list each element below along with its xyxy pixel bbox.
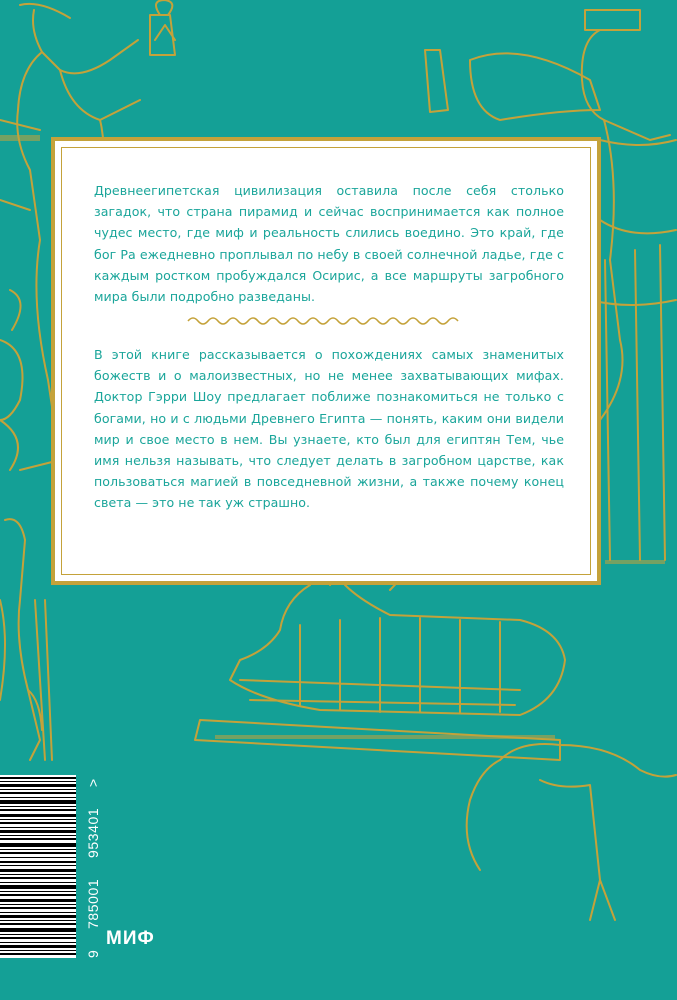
isbn-group-2: 953401 — [85, 807, 101, 858]
publisher-logo: МИФ — [106, 928, 155, 949]
isbn-number — [82, 778, 104, 958]
isbn-group-1: 785001 — [85, 878, 101, 929]
isbn-lead-digit: 9 — [85, 949, 101, 958]
description-paragraph-2: В этой книге рассказывается о похождениях самых знаменитых божеств и о малоизвестных, но не менее захватывающих мифах. Доктор Гэрри Шоу предлагает поближе познакомиться не только с богами, но и с людьми Древнего Египта — понять, каким они видели мир и свое место в нем. Вы узнаете, кто был для египтян Тем, чье имя нельзя называть, что следует делать в загробном царстве, как пользоваться магией в повседневной жизни, а также почему конец света — это не так уж страшно. — [94, 347, 564, 511]
wavy-divider-icon — [186, 314, 464, 328]
isbn-trail: > — [85, 778, 101, 787]
isbn-barcode — [0, 775, 76, 958]
description-paragraph-1: Древнеегипетская цивилизация оставила после себя столько загадок, что страна пирамид и сейчас воспринимается как полное чудес место, где миф и реальность слились воедино. Это край, где бог Ра ежедневно проплывал по небу в своей солнечной ладье, где с каждым ростком пробуждался Осирис, а все маршруты загробного мира были подробно разведаны. — [94, 183, 564, 305]
